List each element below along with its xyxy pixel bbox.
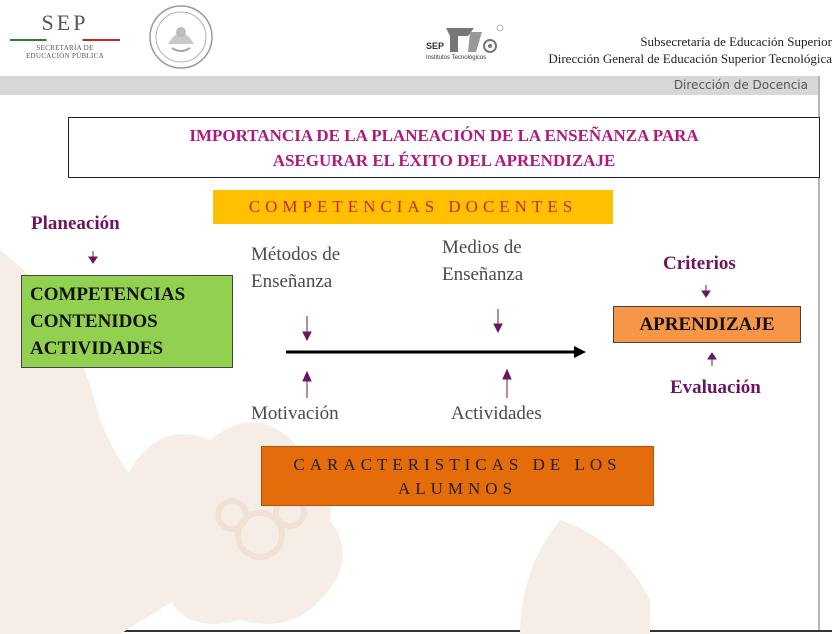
evaluacion-up-arrow-icon (708, 353, 716, 366)
direccion-docencia-label: Dirección de Docencia (673, 78, 808, 92)
metodos-down-arrow-icon (303, 316, 311, 340)
svg-text:SEP: SEP (426, 41, 445, 51)
diagram-title-box (68, 117, 820, 178)
tecnologicos-logo-subtitle: Institutos Tecnológicos (426, 55, 487, 61)
caracteristicas-alumnos-box (261, 446, 654, 506)
competencias-docentes-band: COMPETENCIAS DOCENTES (213, 190, 613, 224)
caracteristicas-line-1: CARACTERISTICAS DE LOS (293, 455, 622, 474)
actividades-up-arrow-icon (503, 370, 511, 398)
diagram-title-line-1: IMPORTANCIA DE LA PLANEACIÓN DE LA ENSEÑANZA PARA (189, 126, 699, 145)
metodos-label (251, 241, 340, 295)
motivacion-label: Motivación (251, 403, 339, 424)
planeacion-content-box (21, 275, 233, 368)
header-direccion-general: Dirección General de Educación Superior Tecnológica (548, 51, 832, 66)
competencias-item: COMPETENCIAS (30, 284, 186, 305)
motivacion-up-arrow-icon (303, 372, 311, 398)
criterios-down-arrow-icon (702, 285, 710, 297)
planeacion-label: Planeación (31, 213, 120, 234)
evaluacion-label: Evaluación (670, 377, 761, 398)
medios-label-line-1: Medios de (442, 237, 522, 258)
medios-label-line-2: Enseñanza (442, 264, 524, 285)
sep-logo-subtitle-1: SECRETARÍA DE (36, 44, 94, 52)
metodos-label-line-1: Métodos de (251, 244, 341, 265)
medios-label (442, 234, 523, 288)
caracteristicas-line-2: ALUMNOS (397, 479, 518, 498)
aprendizaje-box: APRENDIZAJE (613, 306, 801, 343)
planeacion-down-arrow-icon (89, 251, 97, 263)
sep-logo-subtitle-2: EDUCACIÓN PÚBLICA (25, 52, 105, 60)
criterios-label: Criterios (663, 253, 736, 274)
contenidos-item: CONTENIDOS (30, 311, 158, 332)
diagram-title-line-2: ASEGURAR EL ÉXITO DEL APRENDIZAJE (272, 151, 616, 170)
metodos-label-line-2: Enseñanza (251, 271, 333, 292)
actividades-label: Actividades (451, 403, 542, 424)
sep-logo-word: SEP (41, 10, 89, 35)
actividades-item: ACTIVIDADES (30, 338, 164, 359)
header-subsecretaria: Subsecretaría de Educación Superior (640, 34, 832, 49)
main-flow-arrow-icon (286, 346, 586, 358)
medios-down-arrow-icon (494, 309, 502, 332)
